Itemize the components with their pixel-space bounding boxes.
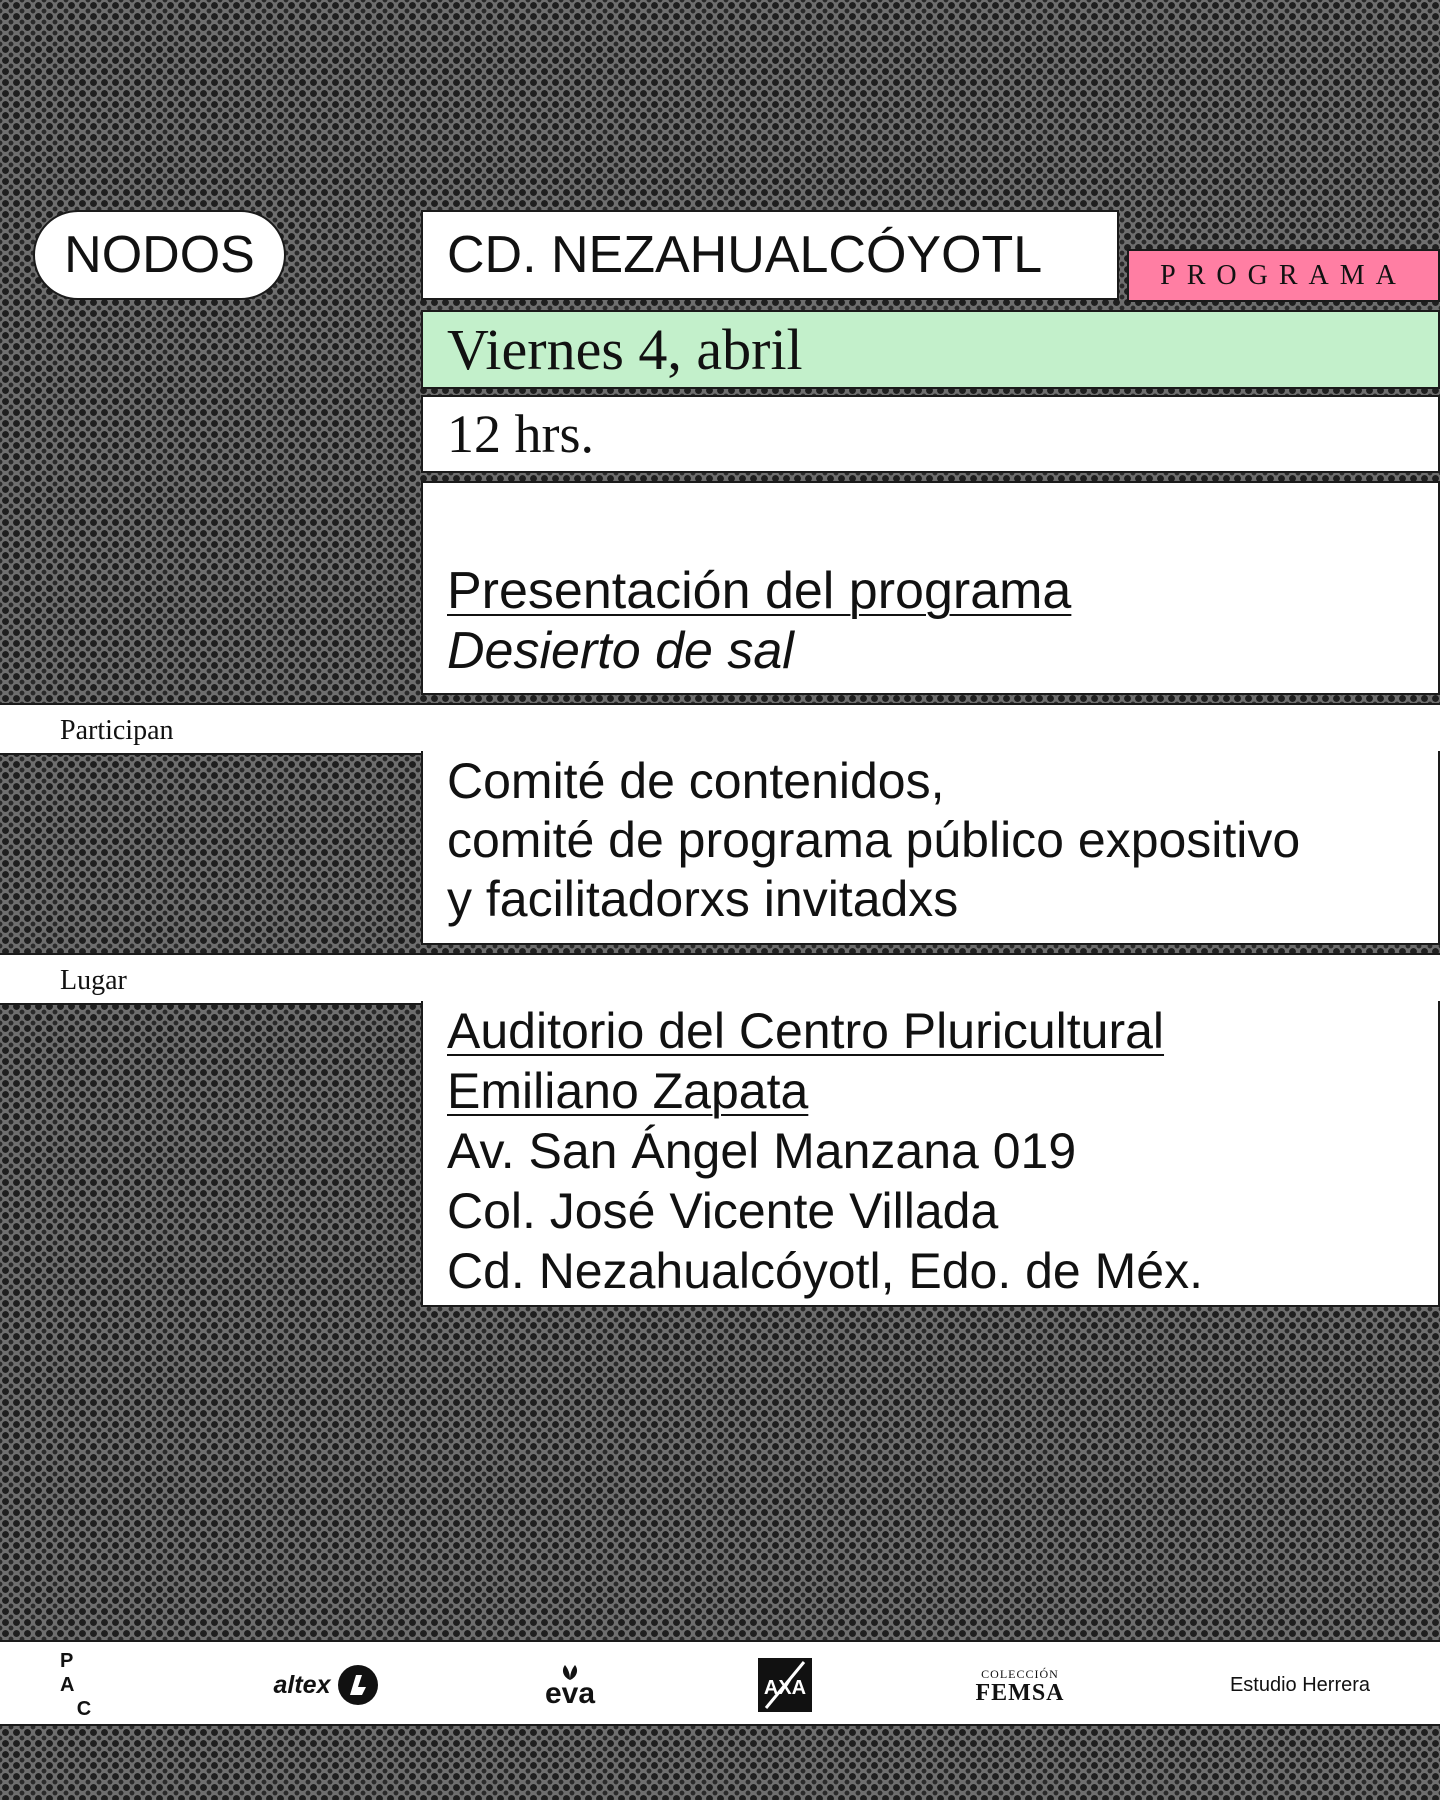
venue-label: Lugar [60,965,127,996]
program-tag-label: PROGRAMA [1160,259,1407,291]
venue-box [421,1001,1440,1307]
venue-address-line: Cd. Nezahualcóyotl, Edo. de Méx. [447,1243,1203,1299]
city-title: CD. NEZAHUALCÓYOTL [447,226,1043,284]
axa-logo-icon [758,1658,812,1712]
eva-logo [530,1642,610,1728]
program-tag [1127,249,1440,302]
event-date-box [421,310,1440,389]
sponsor-footer [0,1640,1440,1726]
altex-mark-icon [336,1663,380,1707]
brand-label: NODOS [64,226,255,284]
city-title-box [421,210,1119,300]
venue-address-line: Av. San Ángel Manzana 019 [447,1123,1077,1179]
event-time: 12 hrs. [447,404,594,464]
femsa-logo-small: COLECCIÓN [981,1666,1059,1681]
axa-logo [755,1642,815,1728]
pac-logo-top: P A [60,1650,83,1696]
participants-label-band [0,703,1440,755]
event-date: Viernes 4, abril [447,317,803,382]
participants-line: Comité de contenidos, [447,753,945,809]
venue-name-line[interactable]: Emiliano Zapata [447,1063,809,1119]
venue-name-line[interactable]: Auditorio del Centro Pluricultural [447,1003,1165,1059]
svg-text:AXA: AXA [763,1677,807,1699]
pac-logo-bottom: C [76,1698,100,1720]
pac-logo [60,1642,116,1728]
altex-logo-text: altex [273,1670,331,1699]
femsa-logo [965,1642,1075,1728]
venue-label-band [0,953,1440,1005]
participants-line: y facilitadorxs invitadxs [447,871,959,927]
participants-box [421,751,1440,945]
participants-label: Participan [60,715,174,746]
event-subtitle: Desierto de sal [447,622,794,680]
participants-line: comité de programa público expositivo [447,812,1301,868]
event-title-box [421,481,1440,695]
event-title[interactable]: Presentación del programa [447,562,1072,620]
altex-logo [262,1642,392,1728]
venue-address-line: Col. José Vicente Villada [447,1183,999,1239]
event-time-box [421,395,1440,473]
femsa-logo-big: FEMSA [975,1679,1065,1706]
estudio-herrera-logo [1215,1642,1385,1728]
brand-pill [33,210,286,300]
eva-logo-text: eva [544,1677,596,1710]
estudio-herrera-text: Estudio Herrera [1229,1673,1371,1696]
